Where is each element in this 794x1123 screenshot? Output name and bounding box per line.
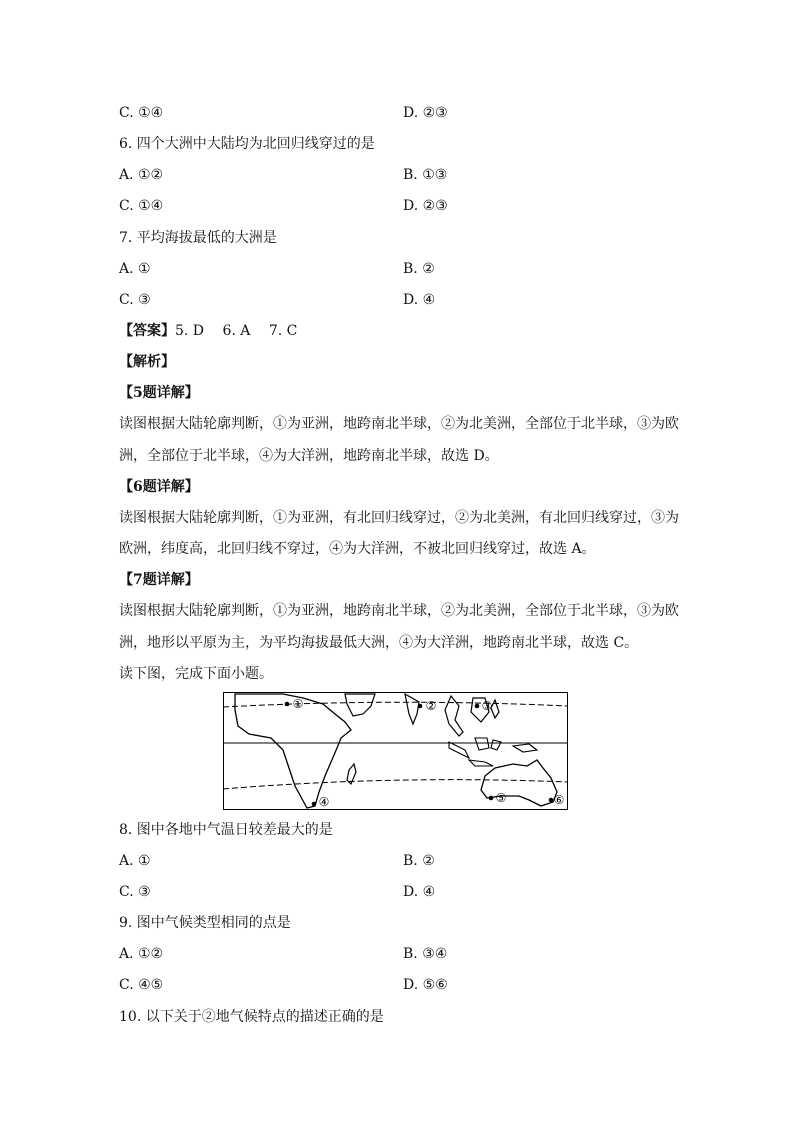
detail-5-line-2: 洲，全部位于北半球，④为大洋洲，地跨南北半球，故选 D。 bbox=[119, 448, 499, 464]
marker-1-label: ① bbox=[292, 697, 304, 711]
detail-6-line-2: 欧洲，纬度高，北回归线不穿过，④为大洋洲，不被北回归线穿过，故选 A。 bbox=[119, 541, 596, 557]
q6-stem: 6. 四个大洲中大陆均为北回归线穿过的是 bbox=[119, 136, 375, 152]
q8-option-d: D. ④ bbox=[403, 884, 436, 900]
q8-option-b: B. ② bbox=[403, 853, 435, 869]
map-frame bbox=[224, 693, 568, 810]
q9-option-a: A. ①② bbox=[119, 946, 164, 962]
q9-option-c: C. ④⑤ bbox=[119, 977, 164, 993]
q7-option-c: C. ③ bbox=[119, 292, 151, 308]
answer-text: 5. D 6. A 7. C bbox=[175, 323, 298, 339]
q5-option-d: D. ②③ bbox=[403, 105, 448, 121]
q6-option-c: C. ①④ bbox=[119, 198, 164, 214]
detail-7-line-1: 读图根据大陆轮廓判断，①为亚洲，地跨南北半球，②为北美洲，全部位于北半球，③为欧 bbox=[119, 603, 679, 619]
detail-7-title: 【7题详解】 bbox=[119, 572, 199, 588]
q6-option-a: A. ①② bbox=[119, 167, 164, 183]
marker-5-label: ⑤ bbox=[495, 791, 507, 805]
q5-option-c: C. ①④ bbox=[119, 105, 164, 121]
detail-6-line-1: 读图根据大陆轮廓判断，①为亚洲，有北回归线穿过，②为北美洲，有北回归线穿过，③为 bbox=[119, 510, 679, 526]
answer-label: 【答案】 bbox=[119, 323, 175, 339]
q10-stem: 10. 以下关于②地气候特点的描述正确的是 bbox=[119, 1009, 384, 1025]
q9-option-d: D. ⑤⑥ bbox=[403, 977, 448, 993]
q9-option-b: B. ③④ bbox=[403, 946, 448, 962]
world-map-figure bbox=[223, 692, 568, 810]
q9-stem: 9. 图中气候类型相同的点是 bbox=[119, 915, 291, 931]
q7-option-a: A. ① bbox=[119, 261, 151, 277]
analysis-label: 【解析】 bbox=[119, 354, 175, 370]
answer-line bbox=[119, 321, 297, 341]
q7-stem: 7. 平均海拔最低的大洲是 bbox=[119, 230, 277, 246]
detail-5-line-1: 读图根据大陆轮廓判断，①为亚洲，地跨南北半球，②为北美洲，全部位于北半球，③为欧 bbox=[119, 416, 679, 432]
detail-7-line-2: 洲，地形以平原为主，为平均海拔最低大洲，④为大洋洲，地跨南北半球，故选 C。 bbox=[119, 635, 639, 651]
q6-option-b: B. ①③ bbox=[403, 167, 448, 183]
q8-option-c: C. ③ bbox=[119, 884, 151, 900]
marker-3-label: ③ bbox=[481, 699, 493, 713]
detail-5-title: 【5题详解】 bbox=[119, 385, 199, 401]
marker-4-label: ④ bbox=[318, 795, 330, 809]
map-intro: 读下图，完成下面小题。 bbox=[119, 666, 273, 682]
marker-6-label: ⑥ bbox=[553, 793, 565, 807]
detail-6-title: 【6题详解】 bbox=[119, 479, 199, 495]
q8-option-a: A. ① bbox=[119, 853, 151, 869]
q8-stem: 8. 图中各地中气温日较差最大的是 bbox=[119, 822, 333, 838]
marker-2-label: ② bbox=[425, 699, 437, 713]
q7-option-b: B. ② bbox=[403, 261, 435, 277]
q6-option-d: D. ②③ bbox=[403, 198, 448, 214]
q7-option-d: D. ④ bbox=[403, 292, 436, 308]
